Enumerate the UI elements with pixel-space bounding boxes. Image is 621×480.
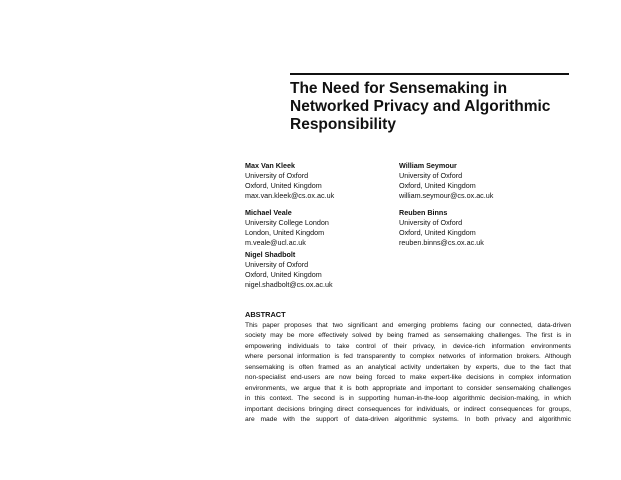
author-name: William Seymour [399, 161, 457, 170]
author-name: Michael Veale [245, 208, 292, 217]
title-line: The Need for Sensemaking in [290, 80, 508, 97]
abstract-line: empowering individuals to take control of their privacy, in device-rich information environments [245, 342, 571, 350]
author-block-veale [245, 208, 329, 248]
author-affiliation: University of Oxford [245, 171, 309, 180]
author-name: Nigel Shadbolt [245, 250, 296, 259]
author-email: nigel.shadbolt@cs.ox.ac.uk [245, 280, 333, 289]
author-block-van-kleek [245, 161, 334, 201]
abstract-heading: ABSTRACT [245, 310, 286, 319]
author-location: London, United Kingdom [245, 228, 325, 237]
author-email: max.van.kleek@cs.ox.ac.uk [245, 191, 335, 200]
author-block-shadbolt [245, 250, 333, 290]
abstract-line: non-specialist end-users are now being forced to make expert-like decisions in complex information [245, 374, 571, 382]
abstract-line: society may be more effectively solved by being framed as sensemaking challenges. The first is in [245, 332, 571, 340]
title-rule [290, 73, 569, 75]
abstract-line: This paper proposes that two significant and emerging problems facing our connected, data-driven [245, 322, 571, 329]
title-line: Networked Privacy and Algorithmic [290, 98, 551, 115]
abstract-line: where personal information is fed transparently to complex networks of information brokers. Although [245, 353, 571, 361]
abstract-line: are made with the support of data-driven algorithmic systems. In both privacy and algorithmic [245, 416, 571, 424]
author-email: m.veale@ucl.ac.uk [245, 238, 306, 247]
abstract-line: important decisions bringing direct consequences for individuals, or indirect consequences for groups, [245, 405, 571, 413]
author-block-binns [399, 208, 484, 248]
author-affiliation: University of Oxford [399, 171, 463, 180]
abstract-body [245, 321, 571, 426]
abstract-line: environments, we argue that it is both appropriate and important to consider sensemaking challenges [245, 384, 571, 392]
author-email: william.seymour@cs.ox.ac.uk [399, 191, 494, 200]
author-location: Oxford, United Kingdom [245, 181, 322, 190]
author-block-seymour [399, 161, 493, 201]
author-affiliation: University of Oxford [399, 218, 463, 227]
author-email: reuben.binns@cs.ox.ac.uk [399, 238, 484, 247]
author-name: Max Van Kleek [245, 161, 295, 170]
title-line: Responsibility [290, 116, 396, 133]
abstract-line: in this context. The second is in supporting human-in-the-loop algorithmic decision-making, in which [245, 395, 571, 403]
paper-title [290, 80, 580, 134]
author-location: Oxford, United Kingdom [399, 228, 476, 237]
author-affiliation: University College London [245, 218, 329, 227]
abstract-line: sensemaking is often framed as an analytical activity undertaken by experts, due to the fact that [245, 363, 571, 371]
author-location: Oxford, United Kingdom [245, 270, 322, 279]
author-affiliation: University of Oxford [245, 260, 309, 269]
author-location: Oxford, United Kingdom [399, 181, 476, 190]
author-name: Reuben Binns [399, 208, 448, 217]
